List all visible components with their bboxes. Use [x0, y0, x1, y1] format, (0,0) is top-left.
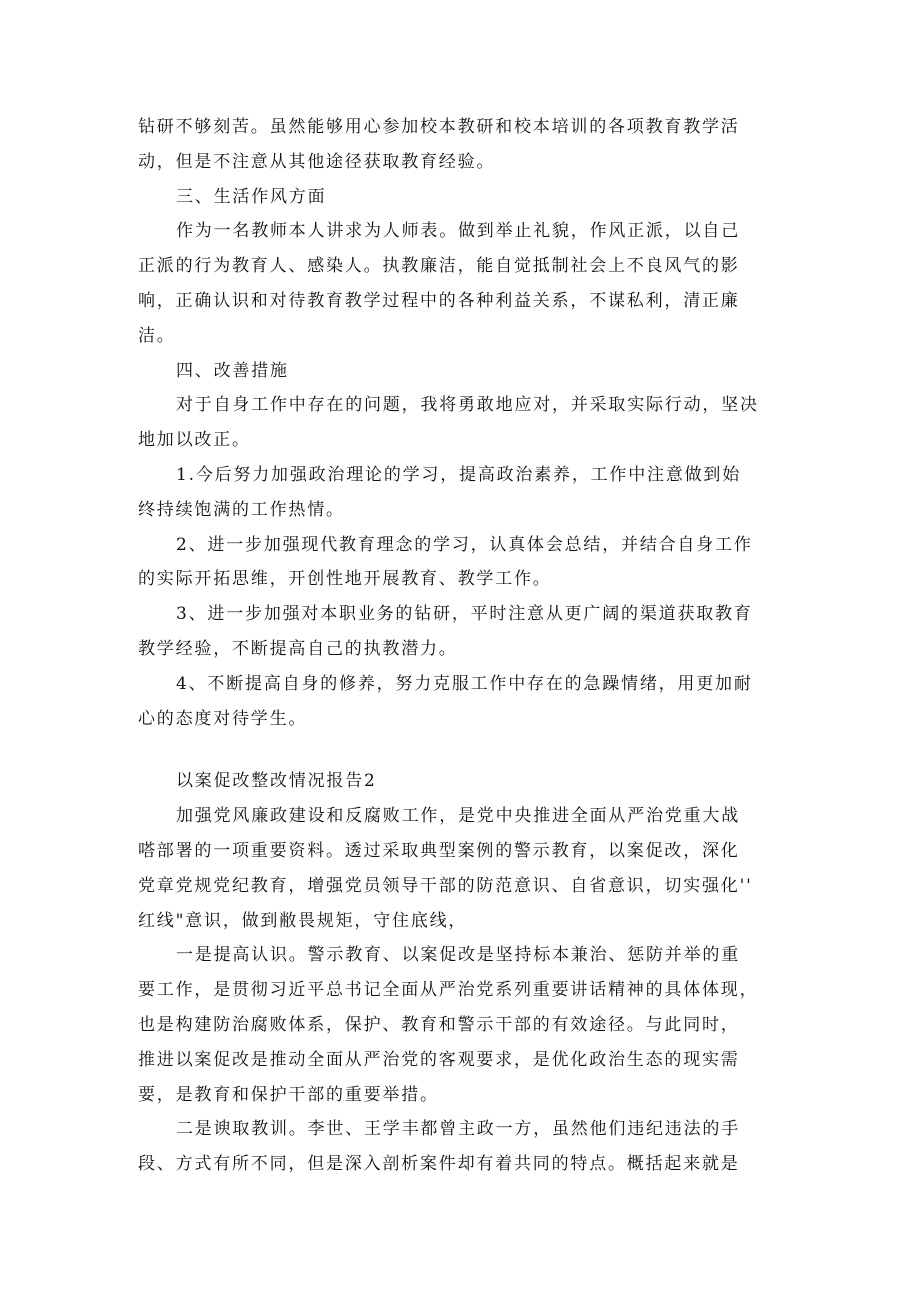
body-line: 洁。	[138, 325, 176, 346]
section-heading-life: 三、生活作风方面	[176, 186, 327, 207]
body-line: 嗒部署的一项重要资料。透过采取典型案例的警示教育，以案促改，深化	[138, 840, 740, 861]
body-line: 段、方式有所不同，但是深入剖析案件却有着共同的特点。概括起来就是	[138, 1154, 740, 1175]
body-line: 响，正确认识和对待教育教学过程中的各种利益关系，不谋私利，清正廉	[138, 290, 740, 311]
measure-item-3: 3、进一步加强对本职业务的钻研，平时注意从更广阔的渠道获取教育	[176, 604, 753, 625]
body-line: 要，是教育和保护干部的重要举措。	[138, 1084, 439, 1105]
point-2: 二是谀取教训。李世、王学丰都曾主政一方，虽然他们违纪违法的手	[176, 1119, 740, 1140]
measure-item-4: 4、不断提高自身的修养，努力克服工作中存在的急躁情绪，用更加耐	[176, 673, 753, 694]
body-line: 要工作，是贯彻习近平总书记全面从严治党系列重要讲话精神的具体体现，	[138, 980, 759, 1001]
body-line: 加强党风廉政建设和反腐败工作，是党中央推进全面从严治党重大战	[176, 806, 740, 827]
document-body	[138, 110, 790, 1182]
body-line: 推进以案促改是推动全面从严治党的客观要求，是优化政治生态的现实需	[138, 1049, 740, 1070]
body-line: 钻研不够刻苦。虽然能够用心参加校本教研和校本培训的各项教育教学活	[138, 117, 740, 137]
body-line: 地加以改正。	[138, 430, 251, 451]
measure-item-1-cont: 终持续饱满的工作热情。	[138, 499, 345, 520]
body-line: 动，但是不注意从其他途径获取教育经验。	[138, 151, 496, 172]
body-line: 对于自身工作中存在的问题，我将勇敢地应对，并采取实际行动，坚决	[176, 395, 759, 416]
measure-item-2: 2、进一步加强现代教育理念的学习，认真体会总结，并结合自身工作	[176, 534, 753, 555]
report-title: 以案促改整改情况报告2	[176, 771, 377, 792]
section-heading-improve: 四、改善措施	[176, 360, 289, 381]
measure-item-1: 1.今后努力加强政治理论的学习，提高政治素养，工作中注意做到始	[176, 464, 742, 485]
point-1: 一是提高认识。警示教育、以案促改是坚持标本兼治、惩防并举的重	[176, 945, 740, 966]
body-line: 红线"意识，做到敝畏规矩，守住底线，	[138, 910, 468, 931]
measure-item-4-cont: 心的态度对待学生。	[138, 708, 308, 729]
section-spacer	[138, 736, 790, 764]
body-line: 党章党规党纪教育，增强党员领导干部的防范意识、自省意识，切实强化''	[138, 875, 753, 896]
body-line: 正派的行为教育人、感染人。执教廉洁，能自觉抵制社会上不良风气的影	[138, 256, 740, 277]
body-line: 也是构建防治腐败体系，保护、教育和警示干部的有效途径。与此同时，	[138, 1014, 740, 1035]
measure-item-3-cont: 教学经验，不断提高自己的执教潜力。	[138, 638, 458, 659]
body-line: 作为一名教师本人讲求为人师表。做到举止礼貌，作风正派，以自己	[176, 221, 740, 242]
measure-item-2-cont: 的实际开拓思维，开创性地开展教育、教学工作。	[138, 569, 552, 590]
